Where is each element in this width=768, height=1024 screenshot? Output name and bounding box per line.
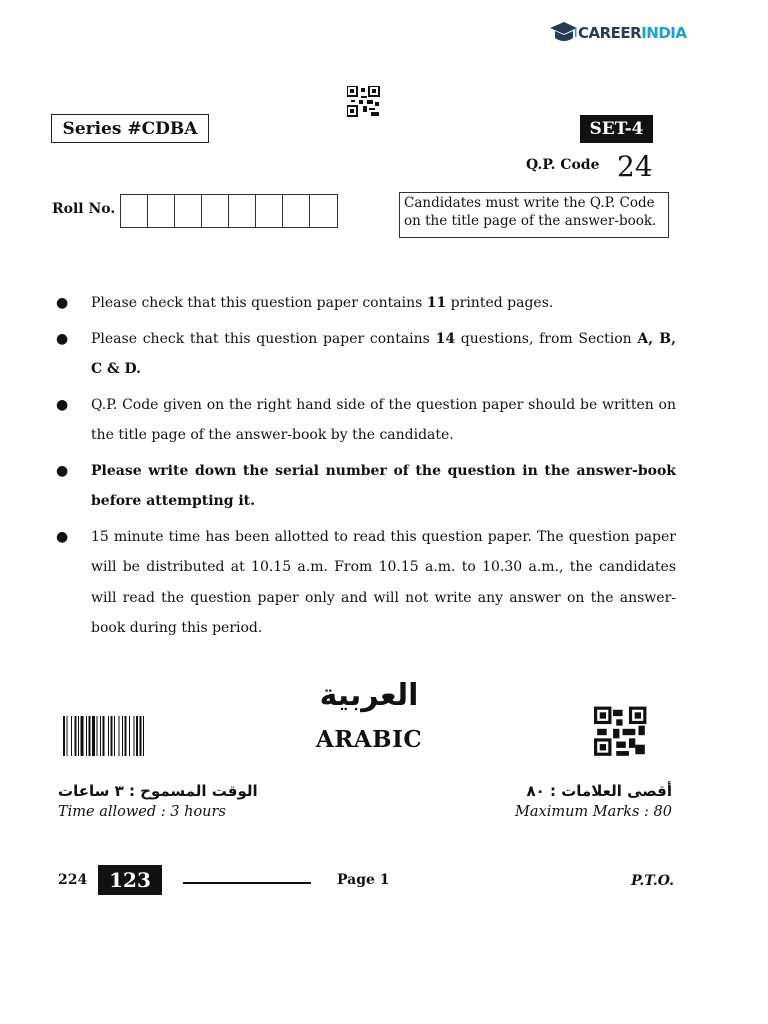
set-badge: SET-4: [580, 115, 653, 143]
roll-no-digit-box[interactable]: [310, 195, 337, 227]
pto-label: P.T.O.: [631, 873, 674, 889]
roll-no-digit-box[interactable]: [175, 195, 202, 227]
instruction-text: Please check that this question paper contains: [91, 330, 436, 347]
instruction-text: 15 minute time has been allotted to read this question paper. The question paper will be distributed at 10.15 a.m. From 10.15 a.m. to 10.30 a.m., the candidates will read the question paper only and will not write any answer on the answer-book during this period.: [91, 528, 676, 636]
subject-title-english: ARABIC: [315, 726, 423, 753]
instruction-text: Please check that this question paper contains: [91, 295, 427, 311]
instructions-list: [56, 288, 676, 649]
time-allowed-arabic: الوقت المسموح : ٣ ساعات: [58, 782, 258, 800]
instruction-item: [56, 456, 676, 517]
bullet-icon: ●: [56, 462, 69, 479]
qp-code-value: 24: [617, 150, 653, 183]
time-allowed-english: Time allowed : 3 hours: [58, 804, 226, 820]
maximum-marks-english: Maximum Marks : 80: [515, 804, 672, 820]
series-box: Series #CDBA: [51, 114, 209, 143]
paper-code-224: 224: [58, 872, 88, 888]
logo-text-career: CAREER: [578, 24, 642, 42]
bullet-icon: ●: [56, 396, 69, 413]
note-line-2: on the title page of the answer-book.: [404, 213, 657, 229]
roll-no-boxes[interactable]: [120, 194, 338, 228]
roll-no-digit-box[interactable]: [283, 195, 310, 227]
logo-text-india: INDIA: [641, 24, 687, 42]
roll-no-digit-box[interactable]: [229, 195, 256, 227]
instruction-text: Q.P. Code given on the right hand side of the question paper should be written on the title page of the answer-book by the candidate.: [91, 396, 676, 443]
instruction-text: questions, from Section: [455, 330, 638, 347]
maximum-marks-arabic: أقصى العلامات : ٨٠: [526, 782, 672, 800]
bullet-icon: ●: [56, 528, 69, 545]
roll-no-digit-box[interactable]: [202, 195, 229, 227]
qr-code-icon: [347, 86, 381, 118]
roll-no-digit-box[interactable]: [121, 195, 148, 227]
instruction-item: [56, 324, 676, 385]
paper-code-123: 123: [98, 865, 162, 895]
qr-code-icon: [594, 706, 648, 758]
instruction-item: [56, 522, 676, 644]
careerindia-logo: [548, 20, 687, 46]
note-line-1: Candidates must write the Q.P. Code: [404, 195, 655, 211]
bullet-icon: ●: [56, 330, 69, 347]
page-number: Page 1: [337, 872, 390, 888]
instruction-text: 14: [435, 330, 456, 347]
roll-no-digit-box[interactable]: [148, 195, 175, 227]
instruction-text: 11: [426, 295, 447, 311]
footer-divider: [183, 882, 311, 884]
qp-code-label: Q.P. Code: [526, 157, 600, 173]
instruction-text: printed pages.: [446, 295, 554, 311]
instruction-item: [56, 288, 676, 319]
subject-title-arabic: العربية: [319, 678, 419, 713]
bullet-icon: ●: [56, 295, 69, 311]
instruction-text: Please write down the serial number of the question in the answer-book before attempting it.: [91, 462, 676, 509]
graduation-cap-icon: [548, 20, 578, 46]
roll-no-label: Roll No.: [52, 201, 116, 217]
qp-code-note: [399, 192, 669, 238]
roll-no-digit-box[interactable]: [256, 195, 283, 227]
instruction-text: A, B, C & D.: [91, 330, 676, 377]
instruction-item: [56, 390, 676, 451]
